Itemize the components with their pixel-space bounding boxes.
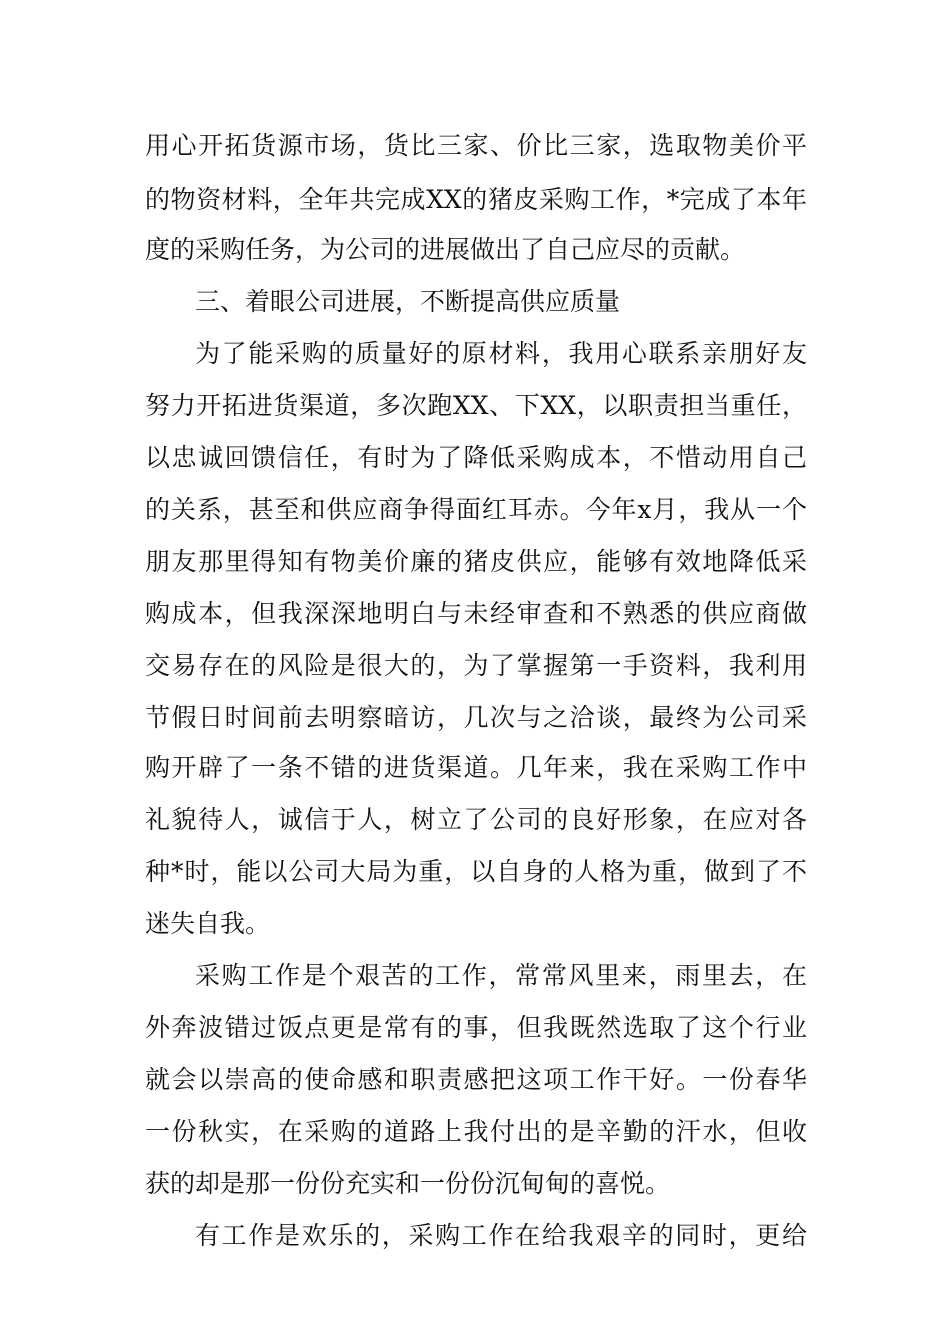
section-heading: 三、着眼公司进展，不断提高供应质量 [195, 287, 621, 316]
text-line: 交易存在的风险是很大的，为了掌握第一手资料，我利用 [145, 651, 807, 680]
text-line: 努力开拓进货渠道，多次跑XX、下XX，以职责担当重任， [145, 391, 807, 420]
text-line: 外奔波错过饭点更是常有的事，但我既然选取了这个行业 [145, 1013, 807, 1042]
text-line: 种*时，能以公司大局为重，以自身的人格为重，做到了不 [145, 857, 807, 886]
text-line: 朋友那里得知有物美价廉的猪皮供应，能够有效地降低采 [145, 547, 807, 576]
text-line: 的关系，甚至和供应商争得面红耳赤。今年x月，我从一个 [145, 495, 807, 524]
text-line: 购开辟了一条不错的进货渠道。几年来，我在采购工作中 [145, 753, 807, 782]
text-line: 用心开拓货源市场，货比三家、价比三家，选取物美价平 [145, 131, 807, 160]
text-line: 购成本，但我深深地明白与未经审查和不熟悉的供应商做 [145, 599, 807, 628]
text-line: 采购工作是个艰苦的工作，常常风里来，雨里去，在 [195, 961, 807, 990]
text-line: 为了能采购的质量好的原材料，我用心联系亲朋好友 [195, 339, 807, 368]
text-line: 的物资材料，全年共完成XX的猪皮采购工作，*完成了本年 [145, 185, 807, 214]
text-line: 迷失自我。 [145, 909, 271, 938]
text-line: 有工作是欢乐的，采购工作在给我艰辛的同时，更给 [195, 1221, 807, 1250]
text-line: 以忠诚回馈信任，有时为了降低采购成本，不惜动用自己 [145, 443, 807, 472]
text-line: 礼貌待人，诚信于人，树立了公司的良好形象，在应对各 [145, 805, 807, 834]
text-line: 节假日时间前去明察暗访，几次与之洽谈，最终为公司采 [145, 703, 807, 732]
text-line: 度的采购任务，为公司的进展做出了自己应尽的贡献。 [145, 235, 746, 264]
text-line: 一份秋实，在采购的道路上我付出的是辛勤的汗水，但收 [145, 1117, 807, 1146]
text-line: 获的却是那一份份充实和一份份沉甸甸的喜悦。 [145, 1169, 671, 1198]
text-line: 就会以崇高的使命感和职责感把这项工作干好。一份春华 [145, 1065, 807, 1094]
